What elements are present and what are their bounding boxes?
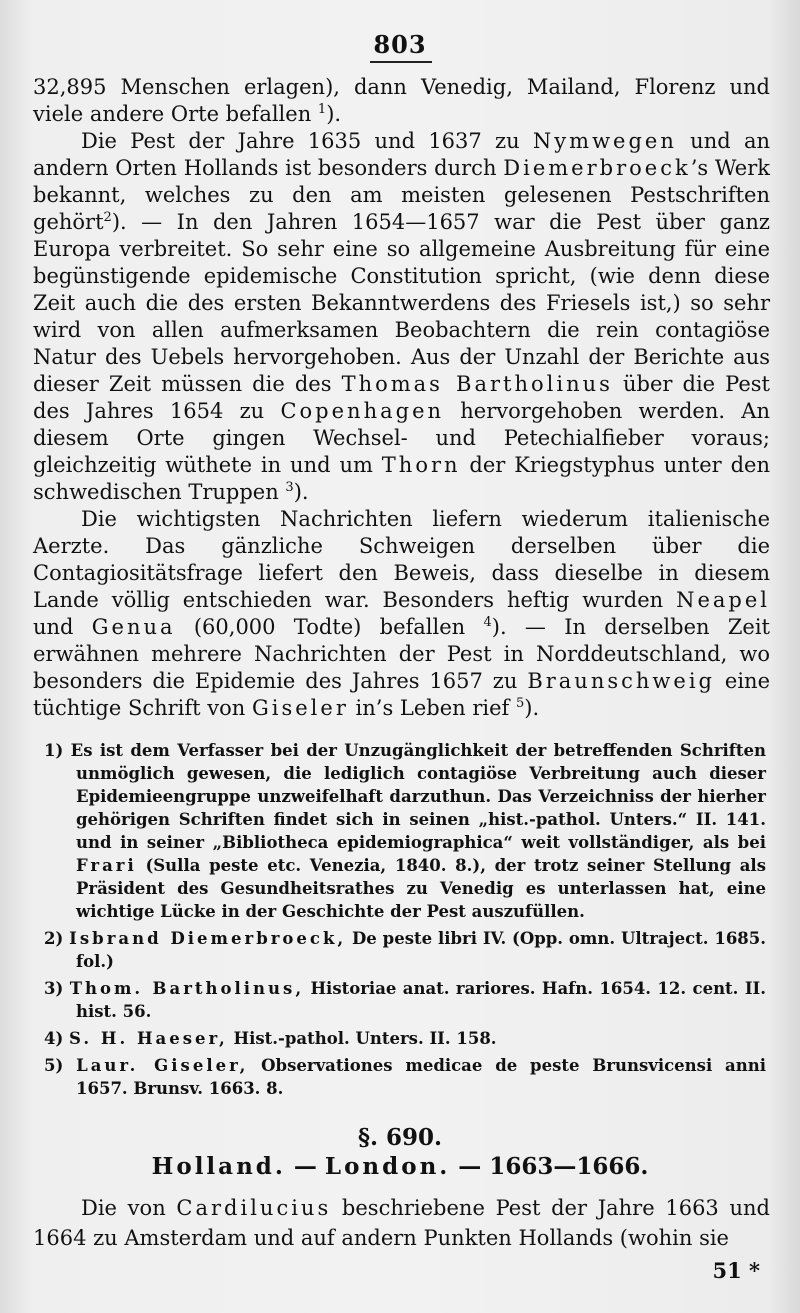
footnote-author: Frari [76,856,137,875]
text-run: 32,895 Menschen erlagen), dann Venedig, Mailand, Florenz und viele andere Orte befallen [33,75,770,126]
text-run: über die Pest des Jahres 1654 zu [33,372,770,423]
footnote-5 [44,1054,766,1100]
footnote-ref: 2 [103,210,112,225]
text-run: Die wichtigsten Nachrichten liefern wiederum italienische Aerzte. Das gänzliche Schweigen derselben über die Contagiositätsfrage liefert den Beweis, dass dieselbe in diesem Lande völlig entschieden war. Besonders heftig wurden [33,507,770,612]
title-part: London. [324,1153,451,1180]
section-paragraph [33,1193,770,1253]
person-name: Giseler [251,696,349,720]
section-text [33,1193,770,1253]
footnote-author: Laur. Giseler, [76,1056,249,1075]
main-text [33,74,770,722]
place-name: Nymwegen [532,129,677,153]
footnote-3 [44,977,766,1023]
footnote-ref: 4 [483,615,492,630]
signature-mark: 51 * [712,1258,760,1283]
footnote-ref: 5 [516,696,525,711]
footnote-1 [44,739,766,923]
section-number: §. 690. [357,1124,443,1151]
footnote-ref: 3 [285,480,294,495]
section-title [0,1153,800,1180]
footnote-text: Observationes medicae de peste Brunsvicensi anni 1657. Brunsv. 1663. 8. [76,1056,766,1098]
title-part: — 1663—1666. [450,1153,649,1180]
paragraph-3 [33,506,770,722]
text-run: ). [293,480,309,504]
person-name: Diemerbroeck [503,156,691,180]
footnote-2 [44,927,766,973]
page-number: 803 [373,30,427,59]
footnote-number: 2) [44,929,64,948]
footnote-author: Isbrand Diemerbroeck, [69,929,347,948]
place-name: Thorn [381,453,461,477]
place-name: Braunschweig [527,669,715,693]
place-name: Copenhagen [280,399,445,423]
text-run: der Kriegstyphus unter den schwedischen Truppen [33,453,771,504]
footnotes [44,739,766,1104]
person-name: Cardilucius [176,1196,332,1220]
footnote-text: Historiae anat. rariores. Hafn. 1654. 12. cent. II. hist. 56. [76,979,766,1021]
footnote-number: 5) [44,1056,64,1075]
footnote-text: (Sulla peste etc. Venezia, 1840. 8.), der trotz seiner Stellung als Präsident des Gesundheitsrathes zu Venedig es unterlassen hat, eine wichtige Lücke in der Geschichte der Pest auszufüllen. [76,856,766,921]
text-run: in’s Leben rief [348,696,516,720]
footnote-text: Es ist dem Verfasser bei der Unzugänglichkeit der betreffenden Schriften unmöglich gewesen, die lediglich contagiöse Verbreitung auch dieser Epidemieengruppe unzweifelhaft darzuthun. Das Verzeichniss der hierher gehörigen Schriften findet sich in seinen „hist.-pathol. Unters.“ II. 141. und in seiner „Bibliotheca epidemiographica“ weit vollständiger, als bei [70,741,766,852]
footnote-ref: 1 [317,102,327,117]
text-run: ). — In den Jahren 1654—1657 war die Pest über ganz Europa verbreitet. So sehr eine so allgemeine Ausbreitung für eine begünstigende epidemische Constitution spricht, (wie denn diese Zeit auch die des ersten Bekanntwerdens des Friesels ist,) so sehr wird von allen aufmerksamen Beobachtern die rein contagiöse Natur des Uebels hervorgehoben. Aus der Unzahl der Berichte aus dieser Zeit müssen die des [33,210,770,396]
place-name: Neapel [676,588,770,612]
text-run: und [33,615,92,639]
footnote-text: De peste libri IV. (Opp. omn. Ultraject. 1685. fol.) [76,929,767,971]
footnote-4 [44,1027,766,1050]
text-run: Die von [81,1196,177,1220]
paragraph-2 [33,128,770,506]
text-run: (60,000 Todte) befallen [175,615,484,639]
footnote-number: 3) [44,979,64,998]
footnote-number: 4) [44,1029,64,1048]
title-part: Holland. [151,1153,286,1180]
text-run: eine tüchtige Schrift von [33,669,770,720]
text-run: beschriebene Pest der Jahre 1663 und 1664 zu Amsterdam und auf andern Punkten Hollands (wohin sie [33,1196,770,1250]
footnote-number: 1) [44,741,64,760]
text-run: und an andern Orten Hollands ist besonders durch [33,129,770,180]
text-run: ’s Werk bekannt, welches zu den am meisten gelesenen Pestschriften gehört [33,156,770,234]
footnote-author: S. H. Haeser, [69,1029,228,1048]
person-name: Thomas Bartholinus [341,372,613,396]
footnote-author: Thom. Bartholinus, [69,979,305,998]
text-run: ). — In derselben Zeit erwähnen mehrere Nachrichten der Pest in Norddeutschland, wo besonders die Epidemie des Jahres 1657 zu [33,615,770,693]
text-run: ). [326,102,342,126]
paragraph-1 [33,74,770,128]
footnote-text: Hist.-pathol. Unters. II. 158. [227,1029,497,1048]
text-run: ). [524,696,540,720]
header-rule [370,61,432,63]
text-run: hervorgehoben werden. An diesem Orte gingen Wechsel- und Petechialfieber voraus; gleichzeitig wüthete in und um [33,399,770,477]
title-part: — [285,1153,325,1180]
place-name: Genua [91,615,176,639]
text-run: Die Pest der Jahre 1635 und 1637 zu [81,129,533,153]
